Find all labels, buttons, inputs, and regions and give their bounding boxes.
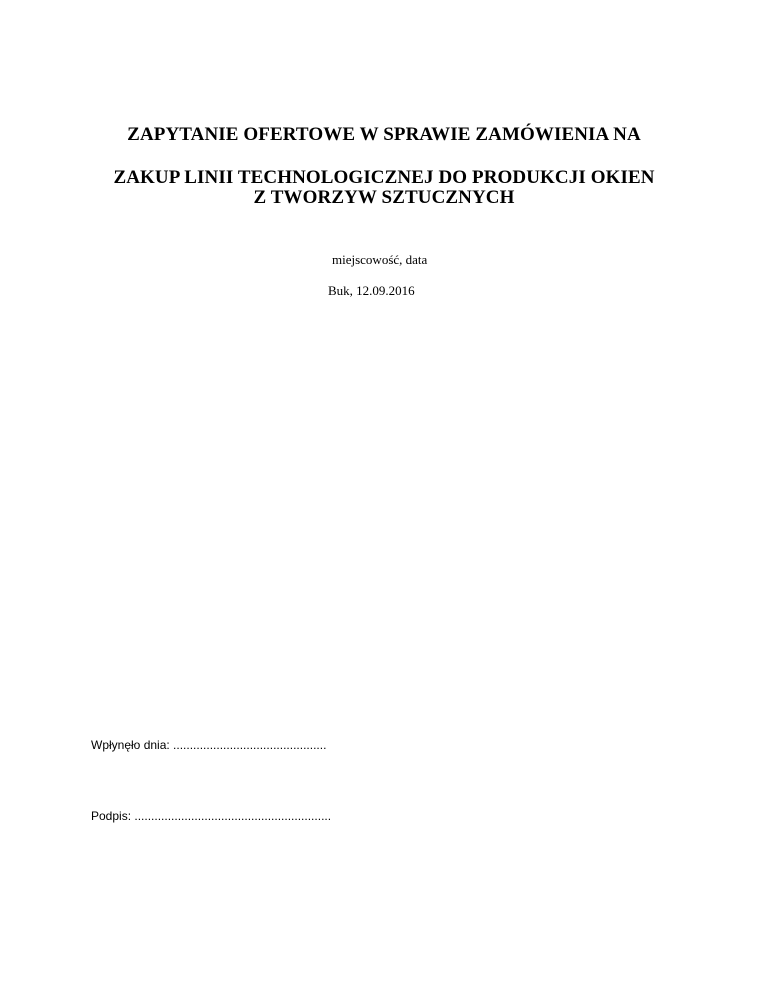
signature-field: Podpis: ........................................................... <box>91 809 332 823</box>
place-date-value: Buk, 12.09.2016 <box>328 283 415 298</box>
place-date-label: miejscowość, data <box>332 252 428 267</box>
document-title-line-3: Z TWORZYW SZTUCZNYCH <box>253 187 515 208</box>
document-title-line-1: ZAPYTANIE OFERTOWE W SPRAWIE ZAMÓWIENIA NA <box>127 124 641 145</box>
document-title-line-2: ZAKUP LINII TECHNOLOGICZNEJ DO PRODUKCJI OKIEN <box>113 167 655 188</box>
received-date-field: Wpłynęło dnia: .............................................. <box>91 738 327 752</box>
